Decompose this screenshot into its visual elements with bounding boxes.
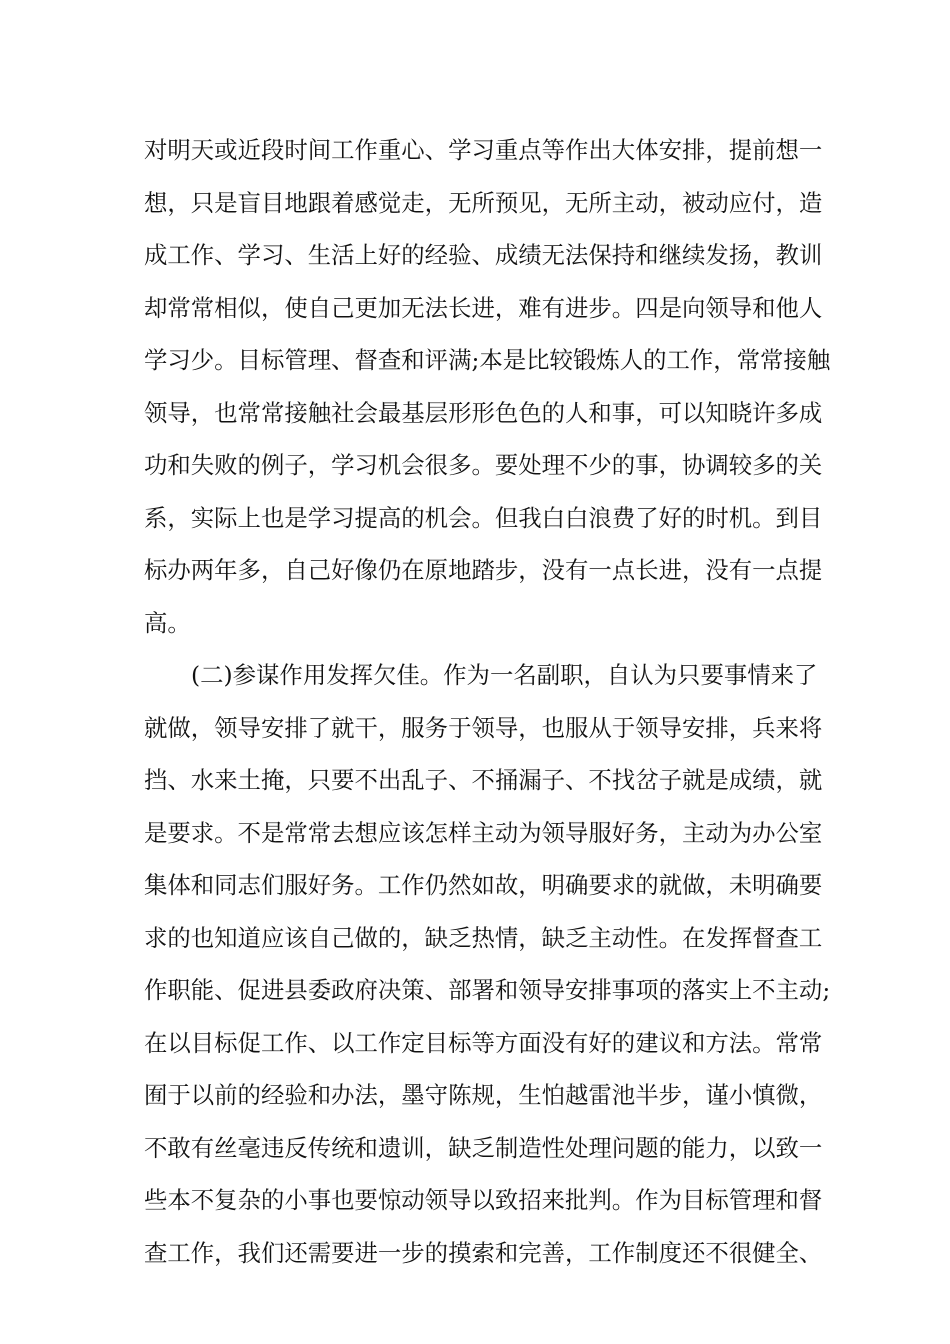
text-line: 想，只是盲目地跟着感觉走，无所预见，无所主动，被动应付，造 (144, 188, 823, 217)
text-line: 对明天或近段时间工作重心、学习重点等作出大体安排，提前想一 (144, 136, 823, 164)
text-line: 成工作、学习、生活上好的经验、成绩无法保持和继续发扬，教训 (144, 241, 823, 269)
text-line: 是要求。不是常常去想应该怎样主动为领导服好务，主动为办公室 (144, 818, 823, 847)
text-line: 查工作，我们还需要进一步的摸索和完善，工作制度还不很健全、 (144, 1238, 823, 1267)
text-line: 学习少。目标管理、督查和评满;本是比较锻炼人的工作，常常接触 (144, 346, 831, 374)
text-line: 不敢有丝毫违反传统和遗训，缺乏制造性处理问题的能力，以致一 (144, 1133, 823, 1162)
text-line: 功和失败的例子，学习机会很多。要处理不少的事，协调较多的关 (144, 451, 823, 479)
text-line: 高。 (144, 608, 191, 637)
text-line: 就做，领导安排了就干，服务于领导，也服从于领导安排，兵来将 (144, 713, 823, 742)
text-line: 些本不复杂的小事也要惊动领导以致招来批判。作为目标管理和督 (144, 1186, 823, 1214)
text-line: 作职能、促进县委政府决策、部署和领导安排事项的落实上不主动; (144, 976, 831, 1004)
paragraph-start-line: (二)参谋作用发挥欠佳。作为一名副职，自认为只要事情来了 (191, 661, 818, 689)
text-line: 领导，也常常接触社会最基层形形色色的人和事，可以知晓许多成 (144, 398, 823, 427)
body-text (144, 124, 831, 1279)
text-line: 集体和同志们服好务。工作仍然如故，明确要求的就做，未明确要 (144, 871, 823, 899)
text-line: 标办两年多，自己好像仍在原地踏步，没有一点长进，没有一点提 (144, 556, 823, 584)
text-line: 系，实际上也是学习提高的机会。但我白白浪费了好的时机。到目 (144, 503, 823, 532)
text-line: 在以目标促工作、以工作定目标等方面没有好的建议和方法。常常 (144, 1028, 823, 1057)
text-line: 求的也知道应该自己做的，缺乏热情，缺乏主动性。在发挥督查工 (144, 923, 823, 952)
text-line: 囿于以前的经验和办法，墨守陈规，生怕越雷池半步，谨小慎微， (144, 1081, 823, 1109)
text-line: 挡、水来土掩，只要不出乱子、不捅漏子、不找岔子就是成绩，就 (144, 766, 823, 794)
text-line: 却常常相似，使自己更加无法长进，难有进步。四是向领导和他人 (144, 293, 823, 322)
